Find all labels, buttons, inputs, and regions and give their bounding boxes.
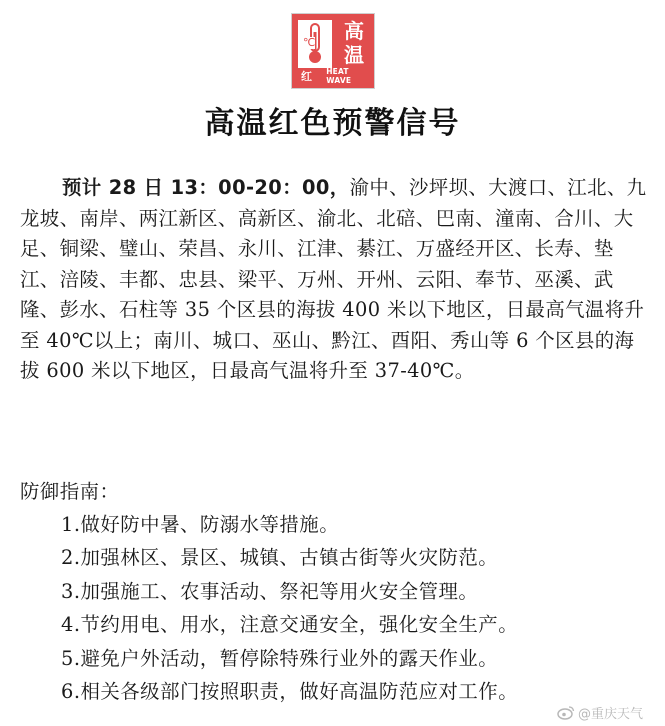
celsius-symbol: ℃	[303, 36, 316, 49]
forecast-time: 预计 28 日 13：00-20：00，	[62, 176, 350, 199]
guideline-item: 3.加强施工、农事活动、祭祀等用火安全管理。	[61, 579, 479, 603]
sign-footer	[292, 67, 374, 85]
forecast-paragraph	[20, 173, 648, 387]
sign-char-top: 高	[344, 19, 364, 43]
sign-english-label: HEAT WAVE	[326, 67, 352, 85]
guideline-item: 5.避免户外活动，暂停除特殊行业外的露天作业。	[61, 646, 499, 670]
heat-wave-warning-sign	[291, 13, 375, 89]
thermometer-panel	[298, 20, 332, 68]
guideline-item: 2.加强林区、景区、城镇、古镇古街等火灾防范。	[61, 546, 499, 570]
guidelines-list	[61, 508, 518, 708]
guideline-item: 4.节约用电、用水，注意交通安全，强化安全生产。	[61, 613, 519, 637]
sign-level-char: 红	[301, 70, 312, 83]
weibo-logo-icon	[557, 705, 575, 720]
sign-char-bottom: 温	[344, 43, 364, 67]
forecast-text: 渝中、沙坪坝、大渡口、江北、九龙坡、南岸、两江新区、高新区、渝北、北碚、巴南、潼南、合川、大足、铜梁、璧山、荣昌、永川、江津、綦江、万盛经开区、长寿、垫江、涪陵、丰都、忠县、梁平、万州、开州、云阳、奉节、巫溪、武隆、彭水、石柱等 35 个区县的海拔 400 米以下地区，日最高气温将升至 40℃以上；南川、城口、巫山、黔江、酉阳、秀山等 6 个区县的海拔 600 米以下地区，日最高气温将升至 37-40℃。	[20, 176, 647, 382]
guidelines-heading: 防御指南：	[20, 480, 120, 503]
sign-characters	[336, 19, 372, 67]
guideline-item: 1.做好防中暑、防溺水等措施。	[61, 513, 340, 536]
document-title: 高温红色预警信号	[204, 106, 461, 141]
watermark-text: @重庆天气	[577, 707, 643, 722]
watermark	[557, 703, 643, 722]
guideline-item: 6.相关各级部门按照职责，做好高温防范应对工作。	[61, 680, 519, 704]
